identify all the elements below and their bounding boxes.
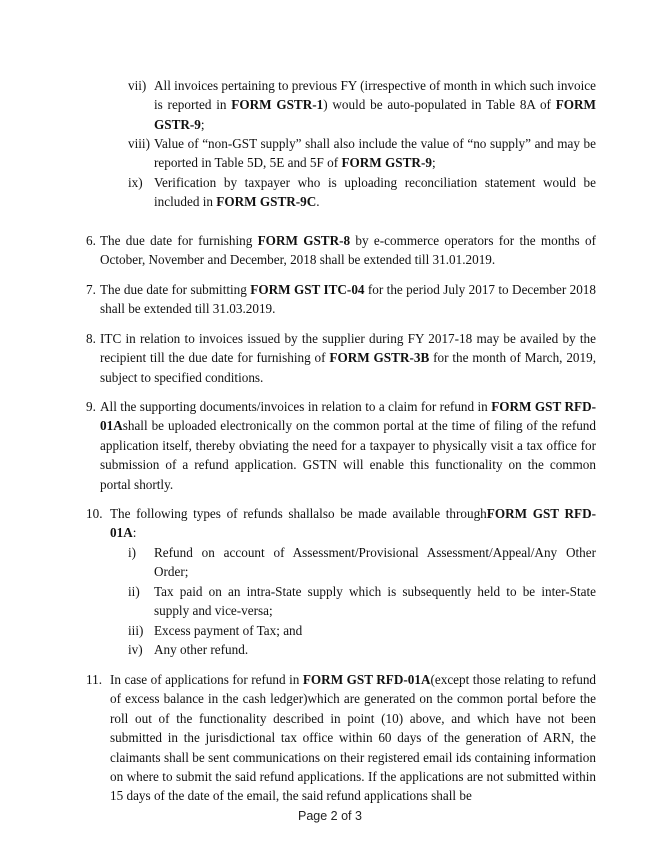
refund-type-iii: [128, 621, 596, 640]
item-number: 7.: [86, 282, 96, 297]
refund-type-iv: [128, 640, 596, 659]
sub-item-text: Verification by taxpayer who is uploading reconciliation statement would be included in FORM GSTR-9C.: [154, 175, 596, 210]
refund-type-label: ii): [128, 584, 140, 599]
form-name: FORM GSTR-3B: [329, 350, 430, 366]
page-number: Page 2 of 3: [298, 809, 362, 823]
refund-type-text: Refund on account of Assessment/Provisional Assessment/Appeal/Any Other Order;: [154, 545, 596, 580]
refund-type-label: iv): [128, 642, 143, 657]
item-number: 6.: [86, 233, 96, 248]
list-item-9: [86, 397, 596, 494]
list-item-10: [86, 504, 596, 543]
sub-item-text: Value of “non-GST supply” shall also include the value of “no supply” and may be reported in Table 5D, 5E and 5F of FORM GSTR-9;: [154, 136, 596, 171]
form-name: FORM GSTR-9: [341, 155, 432, 171]
refund-type-ii: [128, 582, 596, 621]
refund-type-label: i): [128, 545, 137, 560]
refund-type-text: Any other refund.: [154, 642, 249, 657]
item-text: In case of applications for refund in FORM GST RFD-01A(except those relating to refund of excess balance in the cash ledger)which are generated on the common portal before the roll out of the functionality described in point (10) above, and which have not been submitted in the jurisdictional tax office within 60 days of the generation of ARN, the claimants shall be sent communications on their registered email ids containing information on where to submit the said refund applications. If the applications are not submitted within 15 days of the date of the email, the said refund applications shall be: [110, 672, 597, 804]
item-number: 11.: [86, 672, 102, 687]
sub-item-label: vii): [128, 78, 147, 93]
item-text: The due date for submitting FORM GST ITC-04 for the period July 2017 to December 2018 shall be extended till 31.03.2019.: [100, 282, 596, 317]
item-text: The due date for furnishing FORM GSTR-8 by e-commerce operators for the months of October, November and December, 2018 shall be extended till 31.01.2019.: [100, 233, 596, 268]
sub-item-label: ix): [128, 175, 143, 190]
item-number: 8.: [86, 331, 96, 346]
list-item-8: [86, 329, 596, 387]
form-name: FORM GSTR-8: [257, 233, 351, 248]
refund-type-label: iii): [128, 623, 144, 638]
sub-item-text: All invoices pertaining to previous FY (irrespective of month in which such invoice is reported in FORM GSTR-1) would be auto-populated in Table 8A of FORM GSTR-9;: [154, 78, 597, 132]
sub-item-viii: [128, 134, 596, 173]
list-item-11: [86, 670, 596, 806]
sub-item-ix: [128, 173, 596, 212]
form-name: FORM GSTR-1: [231, 97, 324, 113]
form-name: FORM GSTR-9: [154, 97, 597, 132]
item-number: 10.: [86, 506, 103, 521]
form-name: FORM GSTR-9C: [216, 194, 317, 210]
form-name: FORM GST ITC-04: [250, 282, 365, 297]
item-number: 9.: [86, 399, 96, 414]
refund-type-text: Excess payment of Tax; and: [154, 623, 303, 638]
refund-type-i: [128, 543, 596, 582]
form-name: FORM GST RFD-01A: [302, 672, 431, 687]
list-item-7: [86, 280, 596, 319]
list-item-6: [86, 231, 596, 270]
sub-item-label: viii): [128, 136, 150, 151]
form-name: FORM GST RFD-01A: [100, 399, 596, 434]
item-text: The following types of refunds shallalso be made available throughFORM GST RFD-01A:: [110, 506, 596, 541]
form-name: FORM GST RFD-01A: [110, 506, 596, 541]
item-text: ITC in relation to invoices issued by the supplier during FY 2017-18 may be availed by the recipient till the due date for furnishing of FORM GSTR-3B for the month of March, 2019, subject to specified conditions.: [100, 331, 596, 385]
item-text: All the supporting documents/invoices in relation to a claim for refund in FORM GST RFD-01Ashall be uploaded electronically on the common portal at the time of filing of the refund application itself, thereby obviating the need for a taxpayer to physically visit a tax office for submission of a refund application. GSTN will enable this functionality on the common portal shortly.: [100, 399, 596, 492]
sub-item-vii: [128, 76, 596, 134]
refund-type-text: Tax paid on an intra-State supply which is subsequently held to be inter-State supply and vice-versa;: [154, 584, 596, 619]
